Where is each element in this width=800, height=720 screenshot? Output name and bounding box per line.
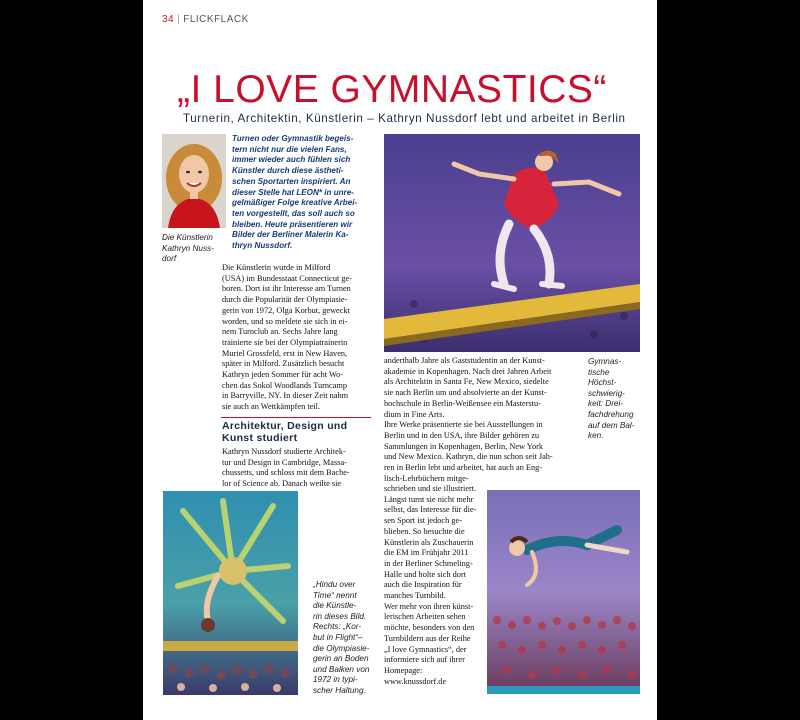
caption-line: scher Haltung. xyxy=(313,685,366,695)
article-title: „I LOVE GYMNASTICS“ xyxy=(177,68,607,111)
body-line: www.knussdorf.de xyxy=(384,676,447,686)
body-line: Ihre Werke präsentierte sie bei Ausstellungen in xyxy=(384,420,543,430)
intro-line: bleiben. Heute präsentieren wir xyxy=(232,219,353,229)
caption-line: schwierig- xyxy=(588,388,625,398)
body-line: Längst turnt sie nicht mehr xyxy=(384,494,474,504)
caption-line: ken. xyxy=(588,431,604,441)
body-line: „I love Gymnastics“, der xyxy=(384,644,467,654)
body-column-1b xyxy=(222,447,380,490)
article-subtitle: Turnerin, Architektin, Künstlerin – Kathryn Nussdorf lebt und arbeitet in Berlin xyxy=(183,112,626,125)
caption-line: fachdrehung xyxy=(588,409,634,419)
body-line: Turnbildern aus der Reihe xyxy=(384,633,471,643)
body-line: selbst, das Interesse für die- xyxy=(384,505,477,515)
caption-line: keit: Drei- xyxy=(588,399,624,409)
caption-line: Die Künstlerin xyxy=(162,233,213,242)
caption-line: auf dem Bal- xyxy=(588,420,635,430)
caption-line: 1972 in typi- xyxy=(313,675,358,685)
body-line: Kathryn jeden Sommer für acht Wo- xyxy=(222,370,344,380)
body-line: blieben. So besuchte die xyxy=(384,526,465,536)
body-line: manches Turnbild. xyxy=(384,591,446,601)
body-line: Die Künstlerin wurde in Milford xyxy=(222,263,331,272)
body-line: schrieben und sie illustriert. xyxy=(384,484,477,493)
caption-line: die Künstle- xyxy=(313,601,357,611)
hindu-painting xyxy=(163,491,298,695)
body-column-2 xyxy=(384,356,584,484)
intro-line: Turnen oder Gymnastik begeis- xyxy=(232,134,354,143)
body-column-1 xyxy=(222,263,380,413)
beam-caption xyxy=(588,357,652,442)
body-line: durch die Popularität der Olympiasie- xyxy=(222,295,348,305)
caption-line: „Hindu over xyxy=(313,580,356,589)
body-line: akademie in Kopenhagen. Nach drei Jahren Arbeit xyxy=(384,366,552,376)
header-separator: | xyxy=(177,14,181,25)
body-line: möchte, besonders von den xyxy=(384,623,475,633)
body-line: chussetts, und schloss mit dem Bache- xyxy=(222,468,350,478)
intro-line: Bilder der Berliner Malerin Ka- xyxy=(232,230,349,240)
caption-line: tische xyxy=(588,367,610,377)
caption-line: und Balken von xyxy=(313,664,370,674)
body-line: Berlin und in den USA, ihre Bilder gehören zu xyxy=(384,430,540,440)
body-line: Künstlerin als Zuschauerin xyxy=(384,537,474,547)
intro-line: gelmäßiger Folge kreative Arbei- xyxy=(232,198,358,208)
body-line: (USA) im Bundesstaat Connecticut ge- xyxy=(222,273,352,283)
intro-line: ten vorgestellt, das soll auch so xyxy=(232,208,355,218)
heading-line: Architektur, Design und xyxy=(222,420,348,432)
page-header xyxy=(162,14,249,25)
intro-line: schen Sportarten inspiriert. An xyxy=(232,176,351,186)
body-line: Homepage: xyxy=(384,665,423,675)
body-line: lisch-Lehrbüchern mitge- xyxy=(384,473,469,483)
portrait-caption xyxy=(162,233,226,265)
caption-line: die Olympiasie- xyxy=(313,643,370,653)
caption-line: but in Flight“– xyxy=(313,632,363,642)
body-line: informiere sich auf ihrer xyxy=(384,655,465,665)
intro-line: dieser Stelle hat LEON* in unre- xyxy=(232,187,354,197)
intro-line: Künstler durch diese ästheti- xyxy=(232,166,344,176)
body-line: in der Berliner Schmeling- xyxy=(384,558,473,568)
body-line: gerin von 1972, Olga Korbut, geweckt xyxy=(222,305,350,315)
body-line: auch die Inspiration für xyxy=(384,580,462,590)
caption-line: Höchst- xyxy=(588,378,617,388)
body-line: und New Mexico. Kathryn, die nun schon seit Jah- xyxy=(384,452,553,462)
caption-line: gerin an Boden xyxy=(313,654,369,664)
caption-line: Kathryn Nuss- xyxy=(162,243,214,253)
body-line: als Architektin in Santa Fe, New Mexico, siedelte xyxy=(384,377,549,387)
body-line: lerischen Arbeiten sehen xyxy=(384,612,466,622)
page-number: 34 xyxy=(162,14,175,25)
section-heading xyxy=(222,420,372,444)
body-line: sie nach Berlin um und absolvierte an der Kunst- xyxy=(384,388,547,398)
body-line: tur und Design in Cambridge, Massa- xyxy=(222,457,347,467)
body-line: hochschule in Berlin-Weißensee ein Masterstu- xyxy=(384,398,541,408)
body-line: chen das Sokol Woodlands Turncamp xyxy=(222,380,348,390)
heading-rule xyxy=(221,417,371,418)
body-line: Muriel Grossfeld, erst in New Haven, xyxy=(222,348,348,358)
heading-line: Kunst studiert xyxy=(222,432,298,444)
body-line: sie auch an Wettkämpfen teil. xyxy=(222,402,321,412)
body-column-2b xyxy=(384,484,489,687)
beam-painting xyxy=(384,134,640,352)
body-line: trainierte sie bei der Olympiatrainerin xyxy=(222,337,348,347)
body-line: dium in Fine Arts. xyxy=(384,409,445,419)
body-line: lor of Science ab. Danach weilte sie xyxy=(222,479,342,489)
magazine-section: FLICKFLACK xyxy=(183,14,249,25)
intro-line: immer wieder auch fühlen sich xyxy=(232,155,351,165)
intro-line: thryn Nussdorf. xyxy=(232,241,293,251)
intro-line: tern nicht nur die vielen Fans, xyxy=(232,144,347,154)
body-line: Kathryn Nussdorf studierte Architek- xyxy=(222,447,346,456)
body-line: Sammlungen in Kopenhagen, Berlin, New York xyxy=(384,441,544,451)
body-line: anderthalb Jahre als Gaststudentin an der Kunst- xyxy=(384,356,545,365)
caption-line: dorf xyxy=(162,254,177,264)
body-line: boren. Dort ist ihr Interesse am Turnen xyxy=(222,284,351,294)
body-line: Wer mehr von ihren künst- xyxy=(384,601,474,611)
caption-line: rin dieses Bild. xyxy=(313,611,367,621)
caption-line: Rechts: „Kor- xyxy=(313,622,362,632)
hindu-caption xyxy=(313,580,383,697)
body-line: Halle und holte sich dort xyxy=(384,569,467,579)
body-line: nem Turnclub an. Sechs Jahre lang xyxy=(222,327,338,337)
body-line: in Barryville, NY. In dieser Zeit nahm xyxy=(222,391,349,401)
article-intro xyxy=(232,134,377,252)
caption-line: Time“ nennt xyxy=(313,590,357,600)
magazine-page xyxy=(143,0,657,720)
body-line: später in Milford. Zusätzlich besucht xyxy=(222,359,345,369)
korbut-painting xyxy=(487,490,640,694)
artist-portrait xyxy=(162,134,226,228)
body-line: worden, und so meldete sie sich in ei- xyxy=(222,316,348,326)
body-line: die EM im Frühjahr 2011 xyxy=(384,548,469,558)
body-line: ren in Berlin lebt und arbeitet, hat auch an Eng- xyxy=(384,463,543,473)
caption-line: Gymnas- xyxy=(588,357,622,366)
body-line: sen Sport ist jedoch ge- xyxy=(384,516,462,526)
